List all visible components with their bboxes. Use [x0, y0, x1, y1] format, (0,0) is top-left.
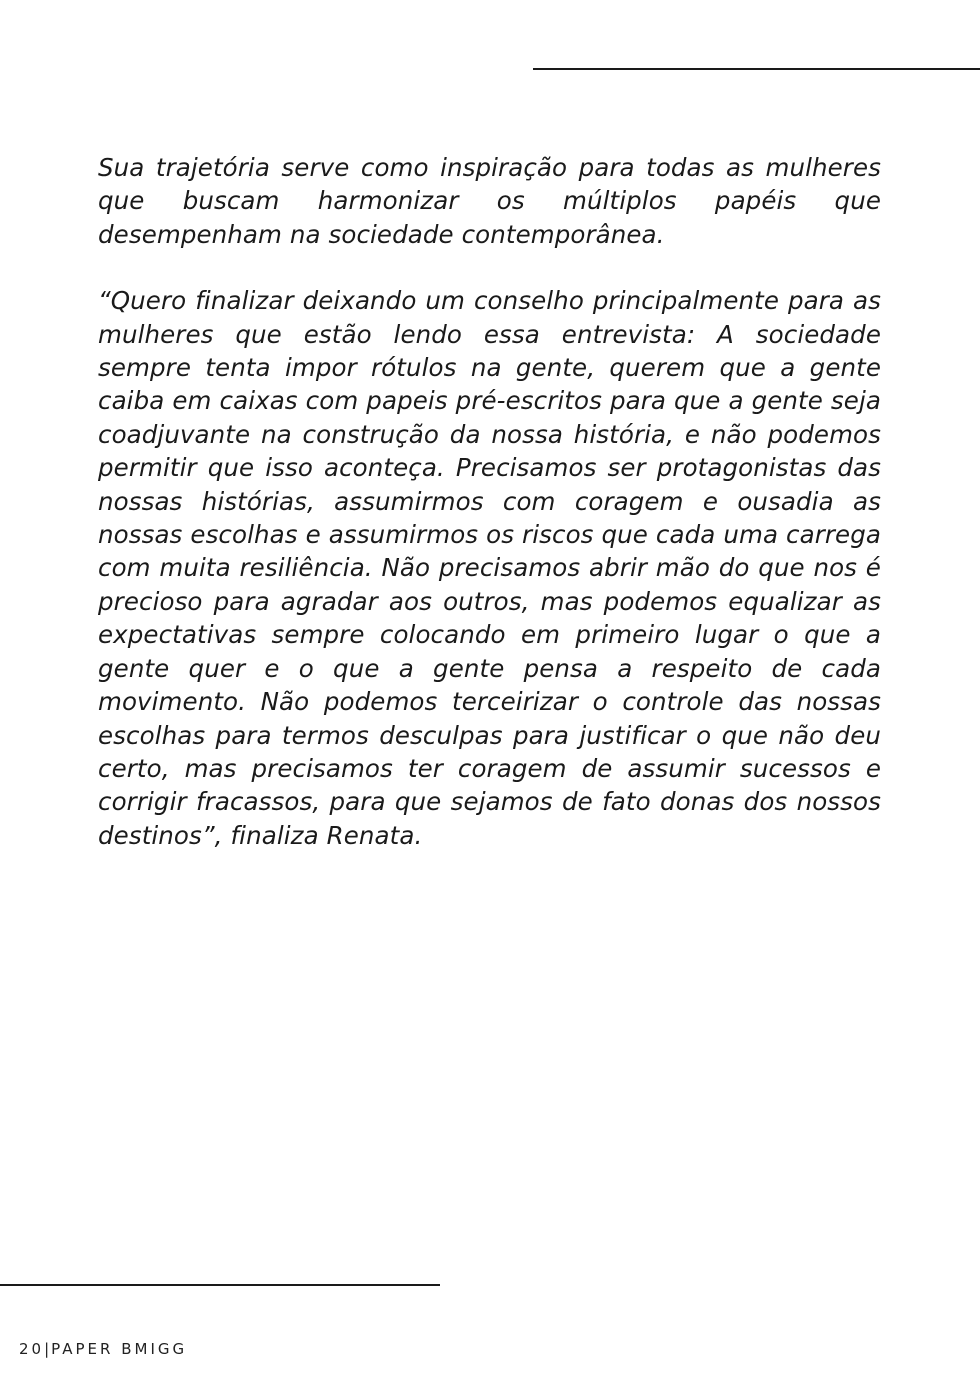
article-body [98, 151, 881, 852]
article-paragraph-1: Sua trajetória serve como inspiração para todas as mulheres que buscam harmonizar os múltiplos papéis que desempenham na sociedade contemporânea. [98, 153, 881, 249]
header-divider-line [533, 68, 980, 70]
page-number: 20 [19, 1340, 45, 1358]
footer-separator: | [44, 1340, 50, 1358]
page-footer [19, 1340, 187, 1358]
article-paragraph-2-quote: “Quero finalizar deixando um conselho principalmente para as mulheres que estão lendo essa entrevista: A sociedade sempre tenta impor rótulos na gente, querem que a gente caiba em caixas com papeis pré-escritos para que a gente seja coadjuvante na construção da nossa história, e não podemos permitir que isso aconteça. Precisamos ser protagonistas das nossas histórias, assumirmos com coragem e ousadia as nossas escolhas e assumirmos os riscos que cada uma carrega com muita resiliência. Não precisamos abrir mão do que nos é precioso para agradar aos outros, mas podemos equalizar as expectativas sempre colocando em primeiro lugar o que a gente quer e o que a gente pensa a respeito de cada movimento. Não podemos terceirizar o controle das nossas escolhas para termos desculpas para justificar o que não deu certo, mas precisamos ter coragem de assumir sucessos e corrigir fracassos, para que sejamos de fato donas dos nossos destinos”, finaliza Renata. [98, 286, 881, 850]
publication-name: PAPER BMIGG [51, 1340, 188, 1358]
footer-divider-line [0, 1284, 440, 1286]
